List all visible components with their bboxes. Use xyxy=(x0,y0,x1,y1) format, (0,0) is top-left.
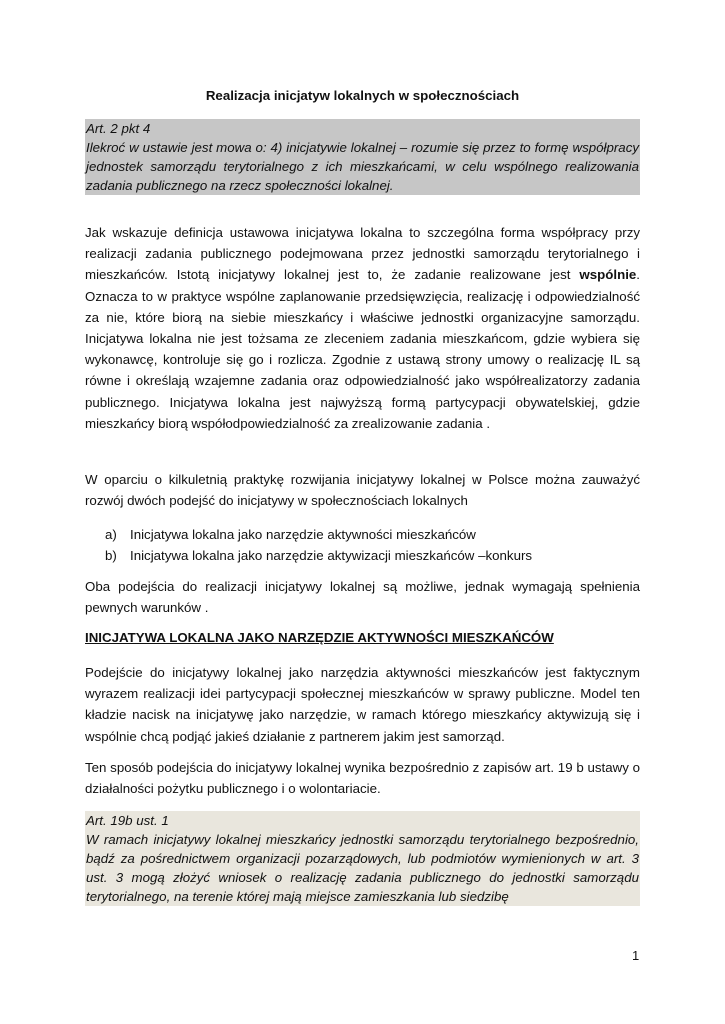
list-marker: b) xyxy=(105,548,117,563)
legal-quote-art-2 xyxy=(85,119,640,195)
list-item xyxy=(105,524,640,545)
paragraph-approaches: W oparciu o kilkuletnią praktykę rozwijania inicjatywy lokalnej w Polsce można zauważyć rozwój dwóch podejść do inicjatywy w społecznościach lokalnych xyxy=(85,472,640,509)
quote-reference: Art. 2 pkt 4 xyxy=(86,121,151,136)
paragraph-conditions: Oba podejścia do realizacji inicjatywy lokalnej są możliwe, jednak wymagają spełnienia pewnych warunków . xyxy=(85,579,640,616)
emphasis-text: wspólnie xyxy=(579,267,637,283)
list-item xyxy=(105,545,640,566)
list-item-text: Inicjatywa lokalna jako narzędzie aktywności mieszkańców xyxy=(130,527,476,542)
quote-reference: Art. 19b ust. 1 xyxy=(86,813,169,828)
document-title: Realizacja inicjatyw lokalnych w społecznościach xyxy=(205,88,520,103)
section-heading: INICJATYWA LOKALNA JAKO NARZĘDZIE AKTYWNOŚCI MIESZKAŃCÓW xyxy=(85,630,554,645)
page-number: 1 xyxy=(632,948,640,963)
paragraph-text: Jak wskazuje definicja ustawowa inicjatywa lokalna to szczególna forma współpracy przy realizacji zadania publicznego podejmowana przez jednostki samorządu terytorialnego i mieszkańców. Istotą inicjatywy lokalnej jest to, że zadanie realizowane jest xyxy=(85,225,640,283)
paragraph-legal-basis: Ten sposób podejścia do inicjatywy lokalnej wynika bezpośrednio z zapisów art. 19 b ustawy o działalności pożytku publicznego i o wolontariacie. xyxy=(85,760,640,797)
legal-quote-art-19b xyxy=(85,811,640,906)
list-item-text: Inicjatywa lokalna jako narzędzie aktywizacji mieszkańców –konkurs xyxy=(130,548,533,563)
approaches-list xyxy=(105,524,640,566)
list-marker: a) xyxy=(105,527,117,542)
quote-text: Ilekroć w ustawie jest mowa o: 4) inicjatywie lokalnej – rozumie się przez to formę współpracy jednostek samorządu terytorialnego z ich mieszkańcami, w celu wspólnego realizowania zadania publicznego na rzecz społeczności lokalnej. xyxy=(86,140,639,193)
paragraph-definition xyxy=(85,222,640,434)
paragraph-participation: Podejście do inicjatywy lokalnej jako narzędzia aktywności mieszkańców jest faktycznym wyrazem realizacji idei partycypacji społecznej mieszkańców w sprawy publiczne. Model ten kładzie nacisk na inicjatywę jako narzędzie, w ramach którego mieszkańcy aktywizują się i wspólnie chcą podjąć jakieś działanie z partnerem jakim jest samorząd. xyxy=(85,665,640,744)
quote-text: W ramach inicjatywy lokalnej mieszkańcy jednostki samorządu terytorialnego bezpośrednio, bądź za pośrednictwem organizacji pozarządowych, lub podmiotów wymienionych w art. 3 ust. 3 mogą złożyć wniosek o realizację zadania publicznego do jednostki samorządu terytorialnego, na terenie której mają miejsce zamieszkania lub siedzibę xyxy=(86,832,639,904)
paragraph-text: . Oznacza to w praktyce wspólne zaplanowanie przedsięwzięcia, realizację i odpowiedzialność za nie, które biorą na siebie mieszkańcy i właściwe jednostki organizacyjne samorządu. Inicjatywa lokalna nie jest tożsama ze zleceniem zadania mieszkańcom, gdzie wybiera się wykonawcę, kontroluje się go i rozlicza. Zgodnie z ustawą strony umowy o realizację IL są równe i określają wzajemne zadania oraz odpowiedzialność jako współrealizatorzy zadania publicznego. Inicjatywa lokalna jest najwyższą formą partycypacji obywatelskiej, gdzie mieszkańcy biorą współodpowiedzialność za zrealizowanie zadania . xyxy=(85,267,640,431)
